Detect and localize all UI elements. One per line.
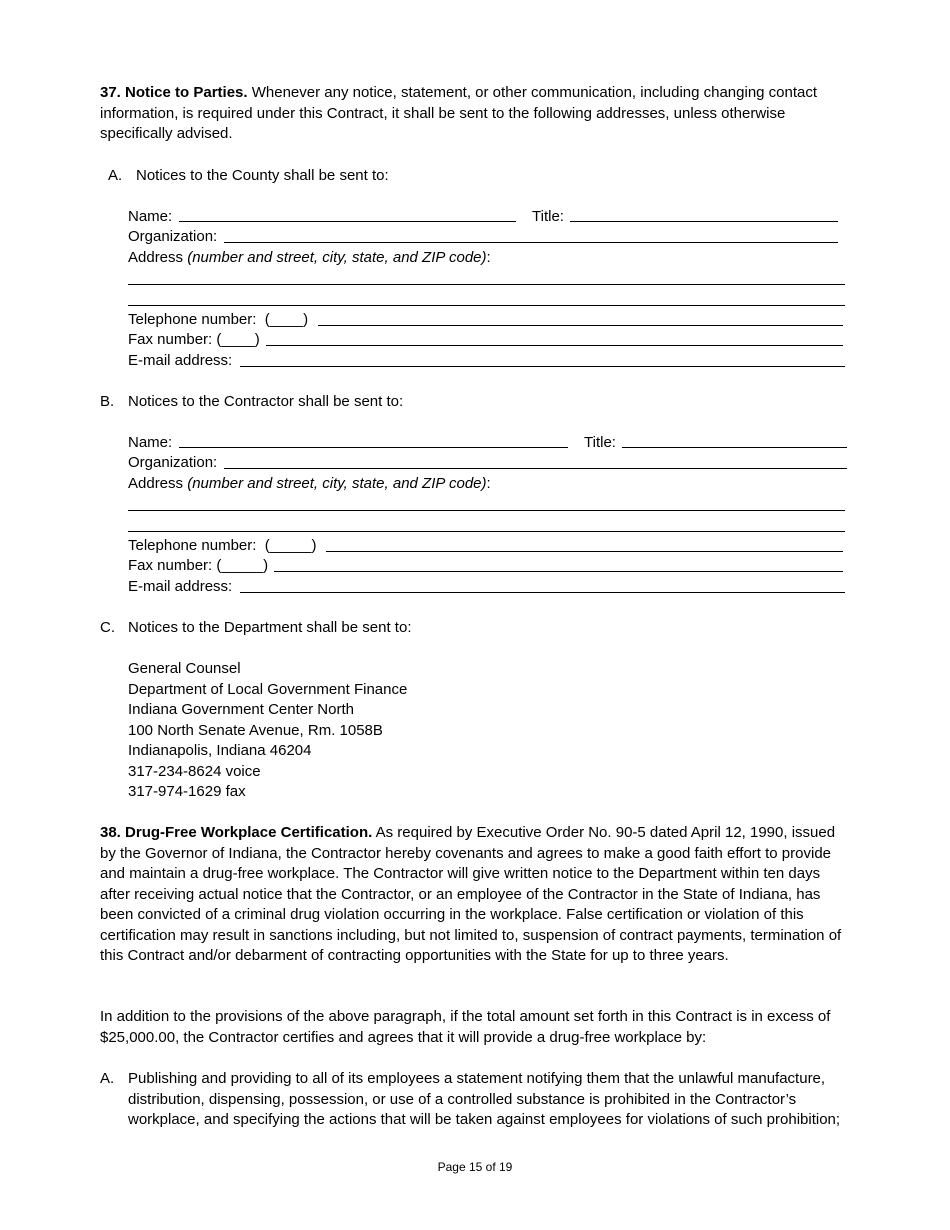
county-marker: A. <box>108 167 123 184</box>
contractor-marker: B. <box>100 393 115 410</box>
department-address-line: 317-234-8624 voice <box>128 762 261 780</box>
county-heading: Notices to the County shall be sent to: <box>136 167 389 184</box>
section-37-intro: Whenever any notice, statement, or other communication, including changing contact information, is required under this Contract, it shall be sent to the following addresses, unless otherwise specifically advised. <box>100 84 818 142</box>
contractor-organization-field[interactable] <box>224 468 847 469</box>
contractor-address-label <box>128 474 491 495</box>
contractor-fax-label-text: Fax number: <box>128 557 213 574</box>
section-38-item-a-marker: A. <box>100 1070 115 1087</box>
contractor-heading: Notices to the Contractor shall be sent to: <box>128 393 404 410</box>
county-fax-area-code[interactable]: (____) <box>216 331 260 348</box>
contractor-address-label-text: Address <box>128 475 188 492</box>
section-38-addition: In addition to the provisions of the above paragraph, if the total amount set forth in this Contract is in excess of $25,000.00, the Contractor certifies and agrees that it will provide a drug-free workplace by: <box>100 1008 831 1046</box>
county-address-colon: : <box>486 249 491 266</box>
contractor-address-colon: : <box>486 475 491 492</box>
county-organization-field[interactable] <box>224 242 838 243</box>
contractor-title-field[interactable] <box>622 447 847 448</box>
contractor-title-label: Title: <box>584 434 616 451</box>
county-address-label-text: Address <box>128 249 188 266</box>
department-heading: Notices to the Department shall be sent to: <box>128 619 412 636</box>
county-fax-label-text: Fax number: <box>128 331 213 348</box>
county-name-field[interactable] <box>179 221 516 222</box>
county-name-label: Name: <box>128 208 173 225</box>
contractor-address-hint: (number and street, city, state, and ZIP code) <box>187 475 487 492</box>
contractor-phone-label <box>128 536 316 557</box>
contractor-fax-label <box>128 556 268 577</box>
county-address-line-1[interactable] <box>128 284 845 285</box>
section-37-paragraph <box>100 83 852 145</box>
contractor-address-line-2[interactable] <box>128 531 845 532</box>
department-address-line: Indiana Government Center North <box>128 701 354 718</box>
department-marker: C. <box>100 619 115 636</box>
department-address-line: General Counsel <box>128 660 241 677</box>
county-email-label: E-mail address: <box>128 352 233 369</box>
contractor-email-field[interactable] <box>240 592 845 593</box>
county-address-label <box>128 248 491 269</box>
county-phone-label <box>128 310 308 331</box>
section-38-item-a: Publishing and providing to all of its employees a statement notifying them that the unlawful manufacture, distribution, dispensing, possession, or use of a controlled substance is prohibited in the Contractor’s workplace, and specifying the actions that will be taken against employees for violations of such prohibition; <box>128 1070 841 1128</box>
county-title-field[interactable] <box>570 221 838 222</box>
contractor-name-field[interactable] <box>179 447 568 448</box>
contractor-name-label: Name: <box>128 434 173 451</box>
contractor-email-label: E-mail address: <box>128 578 233 595</box>
county-address-hint: (number and street, city, state, and ZIP code) <box>187 249 487 266</box>
section-38-paragraph <box>100 823 852 967</box>
county-address-line-2[interactable] <box>128 305 845 306</box>
department-address-line: 317-974-1629 fax <box>128 783 246 800</box>
county-phone-field[interactable] <box>318 325 843 326</box>
department-address-line: Department of Local Government Finance <box>128 680 408 698</box>
contractor-phone-label-text: Telephone number: <box>128 537 257 554</box>
contractor-fax-field[interactable] <box>274 571 843 572</box>
contractor-phone-field[interactable] <box>326 551 843 552</box>
department-address-line: Indianapolis, Indiana 46204 <box>128 742 312 759</box>
county-phone-area-code[interactable]: (____) <box>264 311 309 328</box>
page-number: Page 15 of 19 <box>437 1160 513 1174</box>
county-email-field[interactable] <box>240 366 845 367</box>
contractor-phone-area-code[interactable]: (_____) <box>264 537 317 554</box>
contractor-address-line-1[interactable] <box>128 510 845 511</box>
county-phone-label-text: Telephone number: <box>128 311 257 328</box>
department-address-line: 100 North Senate Avenue, Rm. 1058B <box>128 721 383 739</box>
county-title-label: Title: <box>532 208 564 225</box>
section-38-heading: 38. Drug-Free Workplace Certification. <box>100 824 373 841</box>
department-address-block <box>128 659 407 803</box>
county-organization-label: Organization: <box>128 228 218 245</box>
county-fax-field[interactable] <box>266 345 843 346</box>
county-fax-label <box>128 330 260 351</box>
section-38-body: As required by Executive Order No. 90-5 dated April 12, 1990, issued by the Governor of Indiana, the Contractor hereby covenants and agrees to make a good faith effort to provide and maintain a drug-free workplace. The Contractor will give written notice to the Department within ten days after receiving actual notice that the Contractor, or an employee of the Contractor in the State of Indiana, has been convicted of a criminal drug violation occurring in the workplace. False certification or violation of this certification may result in sanctions including, but not limited to, suspension of contract payments, termination of this Contract and/or debarment of contracting opportunities with the State for up to three years. <box>100 824 842 964</box>
section-37-heading: 37. Notice to Parties. <box>100 84 248 101</box>
contractor-fax-area-code[interactable]: (_____) <box>216 557 269 574</box>
contractor-organization-label: Organization: <box>128 454 218 471</box>
